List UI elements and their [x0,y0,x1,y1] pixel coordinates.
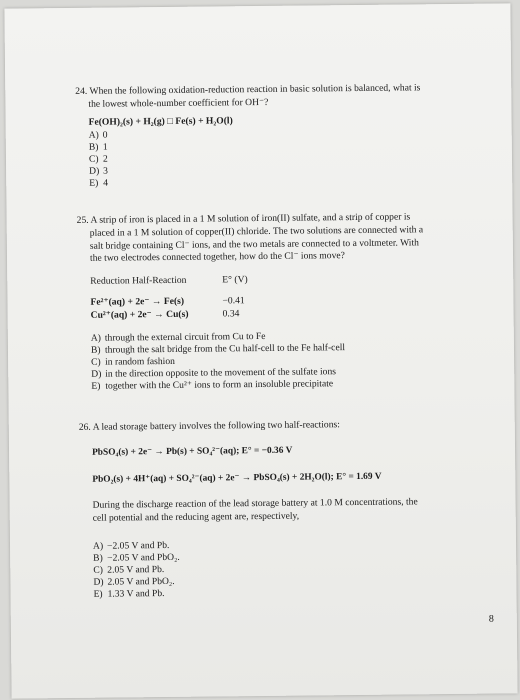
choice-text: 1 [102,141,108,153]
choice-letter: D) [91,368,102,380]
choice-text: through the salt bridge from the Cu half-cell to the Fe half-cell [104,342,346,356]
question-25 [77,211,489,392]
choice-text: together with the Cu²⁺ ions to form an insoluble precipitate [105,377,334,392]
answer-choices [76,126,487,190]
choice-letter: C) [91,356,101,368]
choice-letter: C) [93,564,103,576]
table-cell-potential: −0.41 [222,294,245,307]
table-cell-reaction: Fe²⁺(aq) + 2e⁻ → Fe(s) [90,295,185,308]
table-header-reaction: Reduction Half-Reaction [90,274,187,287]
choice-text: 2.05 V and Pb. [107,564,165,576]
question-number: 26. [78,422,91,434]
choice-letter: A) [90,332,102,344]
question-text-line: placed in a 1 M solution of copper(II) chloride. The two solutions are connected with a [89,224,424,239]
reaction-equation: Fe(OH)₂(s) + H₂(g) □ Fe(s) + H₂O(l) [88,115,233,129]
question-24 [75,82,486,190]
question-text-line: the two electrodes connected together, how do the Cl⁻ ions move? [89,250,345,265]
question-text-line: During the discharge reaction of the lead storage battery at 1.0 M concentrations, the [92,496,418,511]
question-26 [79,418,491,601]
choice-letter: A) [92,540,104,553]
choice-text: through the external circuit from Cu to Fe [104,330,266,344]
half-reaction-table [77,272,487,323]
choice-text: 1.33 V and Pb. [107,587,165,600]
choice-letter: E) [91,380,101,392]
exam-page [4,3,517,698]
choice-letter: B) [88,141,99,153]
table-header-potential: E° (V) [222,274,248,286]
page-content [75,82,490,601]
choice-letter: E) [93,588,103,600]
table-cell-potential: 0.34 [222,308,240,320]
question-text-line: A lead storage battery involves the following two half-reactions: [92,419,340,434]
question-text-line: the lowest whole-number coefficient for OH⁻? [88,96,269,110]
question-text-line: When the following oxidation-reduction reaction in basic solution is balanced, what is [89,82,421,97]
choice-text: 3 [103,165,108,177]
choice-letter: A) [88,129,99,141]
question-text-line: salt bridge containing Cl⁻ ions, and the two metals are connected to a voltmeter. With [89,237,419,252]
answer-choices [78,329,489,393]
choice-text: 2.05 V and PbO₂. [107,575,175,588]
page-number: 8 [488,613,494,625]
choice-letter: B) [90,344,101,356]
choice-letter: C) [88,153,99,165]
choice-text: 0 [102,129,108,141]
choice-text: in the direction opposite to the movement of the sulfate ions [105,365,337,380]
choice-text: 4 [103,177,109,189]
question-number: 25. [76,215,89,227]
question-text-line: A strip of iron is placed in a 1 M solution of iron(II) sulfate, and a strip of copper is [90,211,411,227]
choice-letter: D) [89,165,100,177]
half-reaction-equation-2: PbO₂(s) + 4H⁺(aq) + SO₄²⁻(aq) + 2e⁻ → PbSO₄(s) + 2H₂O(l); E° = 1.69 V [92,471,382,485]
question-number: 24. [75,85,88,97]
choice-text: 2 [102,153,108,165]
question-text-line: cell potential and the reducing agent are, respectively, [92,510,300,524]
choice-text: −2.05 V and Pb. [106,540,170,552]
choice-letter: E) [89,177,99,189]
table-cell-reaction: Cu²⁺(aq) + 2e⁻ → Cu(s) [90,309,189,322]
choice-letter: B) [93,552,103,564]
answer-choices [80,537,491,601]
choice-text: in random fashion [105,355,175,368]
choice-letter: D) [93,576,104,588]
choice-text: −2.05 V and PbO₂. [107,552,180,564]
half-reaction-equation-1: PbSO₄(s) + 2e⁻ → Pb(s) + SO₄²⁻(aq); E° = −0.36 V [92,445,293,458]
